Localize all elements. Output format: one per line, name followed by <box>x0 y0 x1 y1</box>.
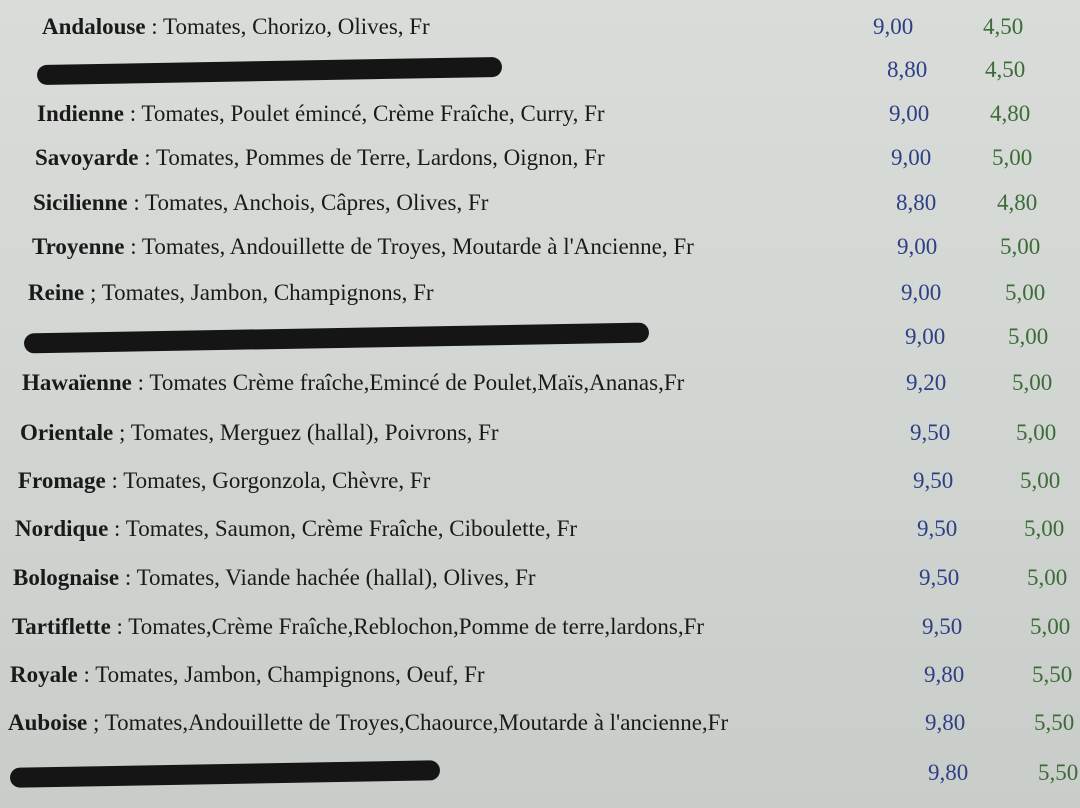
price-large: 9,50 <box>919 565 960 590</box>
price-large: 9,00 <box>905 324 946 349</box>
menu-item-description <box>13 563 536 593</box>
price-small: 5,00 <box>1016 420 1057 445</box>
menu-item-name: Auboise <box>8 710 88 735</box>
menu-item-ingredients: Tomates, Viande hachée (hallal), Olives, Fr <box>136 565 536 590</box>
menu-item-ingredients: Tomates, Pommes de Terre, Lardons, Oignon, Fr <box>155 145 605 170</box>
menu-item-separator: : <box>105 468 124 493</box>
menu-item-ingredients: Tomates, Chorizo, Olives, Fr <box>163 14 430 39</box>
menu-item-name: Savoyarde <box>35 145 139 170</box>
menu-item-separator: : <box>108 516 126 541</box>
menu-item-separator: : <box>110 614 129 639</box>
menu-row <box>0 708 1080 748</box>
menu-row <box>0 368 1080 408</box>
price-small: 5,00 <box>1024 516 1065 541</box>
price-large: 9,20 <box>906 370 947 395</box>
price-large: 8,80 <box>896 190 937 215</box>
price-small: 5,50 <box>1032 662 1073 687</box>
price-large: 9,00 <box>897 234 938 259</box>
price-small: 5,00 <box>1030 614 1071 639</box>
menu-item-separator: : <box>124 234 142 259</box>
price-large: 9,50 <box>910 420 951 445</box>
price-large: 9,00 <box>889 101 930 126</box>
menu-row <box>0 514 1080 554</box>
price-small: 5,50 <box>1038 760 1079 785</box>
menu-item-ingredients: Tomates, Jambon, Champignons, Oeuf, Fr <box>95 662 485 687</box>
menu-item-name: Reine <box>28 280 85 305</box>
price-small: 5,00 <box>992 145 1033 170</box>
redaction-bar <box>24 323 649 354</box>
menu-item-separator: ; <box>87 710 105 735</box>
price-small: 4,50 <box>985 57 1026 82</box>
price-large: 8,80 <box>887 57 928 82</box>
menu-item-ingredients: Tomates, Andouillette de Troyes, Moutarde à l'Ancienne, Fr <box>141 234 694 259</box>
price-small: 5,50 <box>1034 710 1075 735</box>
menu-item-ingredients: Tomates,Crème Fraîche,Reblochon,Pomme de terre,lardons,Fr <box>128 614 705 639</box>
menu-item-description <box>33 188 488 218</box>
price-small: 4,80 <box>990 101 1031 126</box>
menu-item-name: Hawaïenne <box>22 370 132 395</box>
menu-item-description <box>42 12 430 42</box>
menu-item-separator: ; <box>113 420 131 445</box>
price-small: 5,00 <box>1008 324 1049 349</box>
menu-item-name: Troyenne <box>32 234 125 259</box>
price-large: 9,50 <box>917 516 958 541</box>
menu-item-separator: : <box>138 145 156 170</box>
menu-item-description <box>37 99 605 129</box>
price-large: 9,50 <box>913 468 954 493</box>
menu-row <box>0 466 1080 506</box>
price-small: 5,00 <box>1000 234 1041 259</box>
menu-item-separator: : <box>127 190 146 215</box>
menu-item-name: Indienne <box>37 101 124 126</box>
menu-item-name: Tartiflette <box>12 614 111 639</box>
menu-item-description <box>35 143 605 173</box>
menu-item-name: Fromage <box>18 468 106 493</box>
menu-item-ingredients: Tomates, Gorgonzola, Chèvre, Fr <box>123 468 431 493</box>
menu-item-description <box>15 514 577 544</box>
menu-row <box>0 278 1080 318</box>
menu-item-ingredients: Tomates, Merguez (hallal), Poivrons, Fr <box>130 420 499 445</box>
menu-row <box>0 143 1080 183</box>
price-small: 5,00 <box>1005 280 1046 305</box>
price-small: 4,50 <box>983 14 1024 39</box>
menu-item-name: Bolognaise <box>13 565 120 590</box>
menu-row <box>0 612 1080 652</box>
menu-item-description <box>28 278 434 308</box>
price-large: 9,80 <box>928 760 969 785</box>
menu-item-separator: : <box>131 370 150 395</box>
menu-item-ingredients: Tomates, Jambon, Champignons, Fr <box>101 280 434 305</box>
menu-row <box>0 232 1080 272</box>
menu-row-redacted <box>0 55 1080 95</box>
menu-item-description <box>22 368 684 398</box>
menu-item-separator: : <box>119 565 137 590</box>
menu-row <box>0 660 1080 700</box>
price-large: 9,00 <box>873 14 914 39</box>
menu-row <box>0 188 1080 228</box>
redaction-bar <box>37 57 502 85</box>
menu-item-separator: ; <box>84 280 102 305</box>
price-small: 5,00 <box>1020 468 1061 493</box>
menu-row <box>0 418 1080 458</box>
menu-item-name: Orientale <box>20 420 114 445</box>
menu-item-description <box>20 418 499 448</box>
menu-item-name: Sicilienne <box>33 190 128 215</box>
menu-item-separator: : <box>77 662 96 687</box>
menu-row-redacted <box>0 322 1080 362</box>
menu-item-description <box>8 708 728 738</box>
menu-row <box>0 563 1080 603</box>
menu-item-description <box>12 612 704 642</box>
menu-item-ingredients: Tomates, Poulet émincé, Crème Fraîche, Curry, Fr <box>141 101 605 126</box>
menu-item-description <box>18 466 430 496</box>
price-small: 4,80 <box>997 190 1038 215</box>
menu-item-ingredients: Tomates, Saumon, Crème Fraîche, Ciboulette, Fr <box>125 516 578 541</box>
menu-item-separator: : <box>123 101 142 126</box>
menu-item-name: Nordique <box>15 516 109 541</box>
redaction-bar <box>10 760 440 788</box>
menu-item-separator: : <box>145 14 164 39</box>
menu-item-ingredients: Tomates, Anchois, Câpres, Olives, Fr <box>145 190 489 215</box>
price-small: 5,00 <box>1012 370 1053 395</box>
price-large: 9,50 <box>922 614 963 639</box>
menu-item-ingredients: Tomates,Andouillette de Troyes,Chaource,Moutarde à l'ancienne,Fr <box>104 710 729 735</box>
price-small: 5,00 <box>1027 565 1068 590</box>
menu-item-description <box>10 660 485 690</box>
menu-item-name: Royale <box>10 662 78 687</box>
price-large: 9,80 <box>924 662 965 687</box>
price-large: 9,00 <box>891 145 932 170</box>
menu-item-description <box>32 232 694 262</box>
price-large: 9,00 <box>901 280 942 305</box>
menu-item-ingredients: Tomates Crème fraîche,Emincé de Poulet,Maïs,Ananas,Fr <box>149 370 685 395</box>
menu-item-name: Andalouse <box>42 14 146 39</box>
price-large: 9,80 <box>925 710 966 735</box>
menu-row <box>0 99 1080 139</box>
menu-row <box>0 12 1080 52</box>
menu-row-redacted <box>0 758 1080 798</box>
